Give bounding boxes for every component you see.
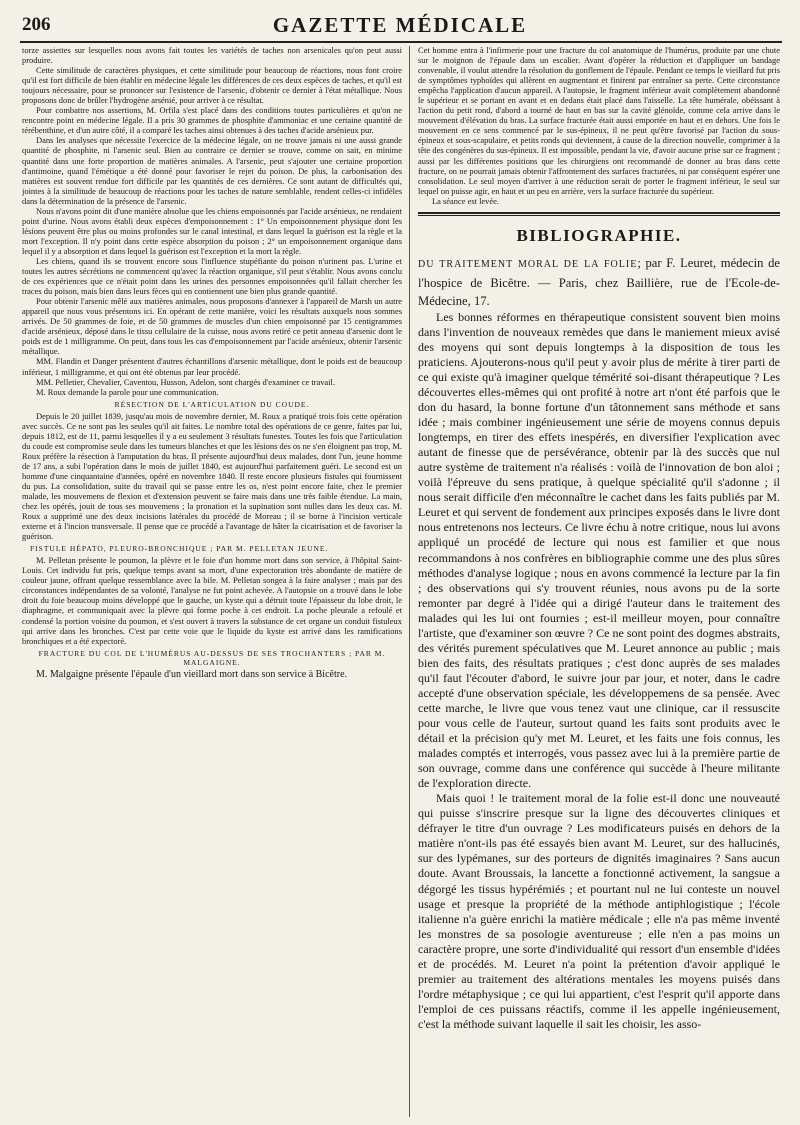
paragraph: La séance est levée.	[432, 195, 499, 206]
paragraph: Mais quoi ! le traitement moral de la folie est-il donc une nouveauté qui puisse s'inscrire presque sur la ligne des découvertes cliniques et défrayer le titre d'un ouvrage ? Les modificateurs puisés en dehors de la matière n'ont-ils pas été essayés bien avant M. Leuret, sur des hallucinés, sur des lypémanes, sur des porteurs de dignités imaginaires ? Sans aucun doute. Avant Broussais, la lancette a fonctionné activement, la sangsue a dégorgé les tissus hypérémiés ; et pourtant nul ne lui conteste un nouvel usage et presque la propriété de la méthode antiphlogistique ; l'école italienne n'a guère enrichi la matière médicale ; elle n'a pas même inventé les monstres de sa posologie aventureuse ; elle n'en a pas moins un caractère propre, une sorte d'individualité qui ressort d'un ensemble d'idées et de procédés. M. Leuret n'a point la prétention d'avoir appliqué le premier au traitement des altérations mentales les moyens puisés dans l'ordre métaphysique ; ce qui lui appartient, c'est l'esprit qu'il apporte dans l'emploi de ces puissans réactifs, comme il les appelle ingénieusement, c'est la méthode suivant laquelle il sait les choisir, les asso-	[418, 791, 780, 1031]
bibliography-heading: BIBLIOGRAPHIE.	[516, 225, 682, 245]
right-column	[418, 45, 780, 1121]
paragraph: Cet homme entra à l'infirmerie pour une fracture du col anatomique de l'humérus, produite par une chute sur le moignon de l'épaule dans un escalier. Avant d'opérer la réduction et d'appliquer un bandage convenable, il voulut attendre la résolution du gonflement de l'épaule. Pendant ce temps le vieillard fut pris de symptômes typhoïdes qui allèrent en augmentant et finirent par entraîner sa perte. Cette circonstance empêcha l'application d'aucun appareil. A l'autopsie, le fragment inférieur avait complètement abandonné le supérieur et se portant en avant et en dedans était placé dans l'aisselle. La tête humérale, obéissant à l'action du petit rond, d'abord a tourné de haut en bas sur la cavité glénoïde, comme cela arrive dans le mouvement d'élévation du bras. La surface fracturée était aussi emportée en haut et en dehors. Une fois le mouvement en ce sens commencé par le sus-épineux, il ne peut qu'être favorisé par l'action du sous-épineux et sous-scapulaire, et petits ronds qui deviennent, à cause de la direction nouvelle, comprimer à la tête des congénères du sus-épineux. Il est impossible, pendant la vie, d'avoir aucune prise sur ce fragment ; aussi par les différentes positions que les chirurgiens ont recommandé de donner au bras dans cette fracture, on ne pourrait jamais obtenir l'affrontement des surfaces fracturées, ni par conséquent espérer une consolidation. Le seul moyen d'arriver à une réduction serait de porter le fragment inférieur, le seul sur lequel on puisse agir, en haut et un peu en arrière, vers la surface fracturée du supérieur.	[418, 45, 780, 196]
bibliography-ref-title: DU TRAITEMENT MORAL DE LA FOLIE	[418, 258, 638, 270]
column-divider	[409, 46, 410, 1117]
paragraph: Dans les analyses que nécessite l'exercice de la médecine légale, on ne trouve jamais ni une aussi grande quantité de phosphite, ni l'arsenic seul. Bien au contraire ce dernier se trouve, comme on sait, en minime quantité dans une forte proportion de matières animales. A l'arsenic, peut s'ajouter une certaine proportion d'antimoine, quand l'émétique a été donné pour favoriser le rejet du poison. De plus, la carbonisation des matières est souvent rendue fort difficile par les quantités de ces dernières. Ce sont autant de difficultés qui, jointes à la similitude de beaucoup de réactions pour les taches de nature semblable, rendent celles-ci infidèles dans la détermination de la présence de l'arsenic.	[22, 135, 402, 206]
paragraph: Pour combattre nos assertions, M. Orfila s'est placé dans des conditions toutes particulières et qu'on ne rencontre point en médecine légale. Il a pris 30 grammes de phosphite d'ammoniac et une certaine quantité de térébenthine, et d'un autre côté, il a comparé les taches ainsi obtenues à des taches d'acide arsénieux pur.	[22, 105, 402, 136]
paragraph: M. Pelletan présente le poumon, la plèvre et le foie d'un homme mort dans son service, à l'hôpital Saint-Louis. Cet individu fut pris, quelque temps avant sa mort, d'une expectoration très abondante de matière de couleur jaune, offrant quelque ressemblance avec la bile. M. Pelletan songea à la faire analyser ; mais par des circonstances indépendantes de sa volonté, l'analyse ne fut point achevée. A l'autopsie on a trouvé dans le lobe droit du foie beaucoup moins développé que le gauche, un kyste qui a détruit toute l'épaisseur du lobe droit, le diaphragme, et communiquait avec la plèvre qui forme poche à cet endroit. La poche pleurale a refoulé et condensé la portion voisine du poumon, et s'est ouvert à travers la substance de cet organe un conduit fistuleux qui arrive dans les bronches. C'est par cette voie que le liquide du kyste est arrivé dans les ramifications bronchiques et a été expectoré.	[22, 555, 402, 646]
paragraph: Les bonnes réformes en thérapeutique consistent souvent bien moins dans l'invention de nouveaux remèdes que dans le maniement mieux avisé des moyens qui sont depuis longtemps à la disposition de tous les praticiens. Ajouterons-nous qu'il peut y avoir plus de mérite à tirer parti de ce qui existe qu'à imaginer quelque témérité soi-disant thérapeutique ? Les découvertes elles-mêmes qui ont profité à notre art n'ont été parfois que le don du hasard, la bonne fortune d'un tâtonnement sans méthode et sans idée ; mais combiner ingénieusement une série de moyens connus depuis longtemps, en tirer des effets inespérés, en diversifier l'explication avec autant de finesse que de persévérance, obtenir par là des succès que nul autre système de traitement n'a réalisés : voilà de l'innovation de bon aloi ; voilà l'épreuve du sens pratique, à quelque spécialité qu'il s'adonne ; il nous serait difficile d'en méconnaître le cachet dans les faits publiés par M. Leuret et qui servent de fondement aux principes exposés dans le livre dont nous entretenons nos lecteurs. Ce livre échu à notre critique, nous lui avons appliqué un procédé de lecture qui nous est familier et que nous recommandons à nos confrères en bibliographie comme une des plus sûres méthodes d'analyse logique ; nous en avons commencé la lecture par la fin ; des observations qui s'y trouvent réunies, nous avons pu de la sorte remonter par degré à l'idée qui a dirigé l'auteur dans le traitement des malades qui les lui ont fournies ; est-il meilleur moyen, pour connaître l'artiste, que d'examiner son œuvre ? Ce ne sont point des dogmes abstraits, des vérités purement spéculatives que M. Leuret annonce au public ; mais bien des faits, des résultats pratiques ; c'est donc auprès de ses malades qu'il faut l'écouter d'abord, le suivre jour par jour, et noter, dans le cadre accepté d'une observation spéciale, les développemens de sa pensée. Avec cette marche, le livre que vous tenez vaut une clinique, car il ressuscite pour vous celle de l'auteur, surtout quand les faits sont produits avec le détail et la précision qu'y met M. Leuret, et les faits une fois connus, les malades comptés et interrogés, vous passez avec lui à la première partie de son ouvrage, comme dans une conférence qui succède à l'heure militante de l'exploration directe.	[418, 309, 780, 791]
section-heading-fracture: FRACTURE DU COL DE L'HUMÉRUS AU-DESSUS DE SES TROCHANTERS ; PAR M. MALGAIGNE.	[38, 648, 386, 667]
section-rule-thin	[418, 215, 780, 216]
header-rule	[20, 41, 782, 43]
paragraph: MM. Pelletier, Chevalier, Caventou, Husson, Adelon, sont chargés d'examiner ce travail.	[36, 376, 335, 387]
paragraph: torze assiettes sur lesquelles nous avons fait toutes les variétés de taches non arsenicales qu'on peut aussi produire.	[22, 45, 402, 66]
page-header	[0, 0, 800, 42]
left-text-block-a	[22, 45, 402, 397]
section-heading-fistule: FISTULE HÉPATO, PLEURO-BRONCHIQUE ; PAR M. PELLETAN JEUNE.	[30, 544, 329, 554]
left-column	[22, 45, 402, 1121]
paragraph: M. Malgaigne présente l'épaule d'un vieillard mort dans son service à Bicêtre.	[36, 668, 348, 680]
paragraph: MM. Flandin et Danger présentent d'autres échantillons d'arsenic métallique, dont le poids est de beaucoup inférieur, 1 milligramme, et qui ont été obtenus par leur procédé.	[22, 356, 402, 377]
section-rule	[418, 212, 780, 214]
paragraph: Depuis le 20 juillet 1839, jusqu'au mois de novembre dernier, M. Roux a pratiqué trois fois cette opération avec succès. Ce ne sont pas les seules qu'il ait faites. Le nombre total des opérations de ce genre, faites par lui, depuis 1812, est de 11, parmi lesquelles il y a eu seulement 3 résultats funestes. Toutes les fois que l'articulation du coude est compromise seule dans les tumeurs blanches et que les lésions des os ne s'en éloignent pas trop, M. Roux préfère la résection à l'amputation du bras. Il présente aujourd'hui deux malades, dont l'un, jeune homme de 17 ans, a subi l'opération dans le mois de juillet 1840, est aujourd'hui parfaitement guéri. Le second est un homme d'une cinquantaine d'années, opéré en novembre 1840. Il reste encore plusieurs fistules qui fournissent du pus. La consolidation, suite du travail qui se passe entre les os, n'est point encore faite, chez le premier malade, les mouvemens de flexion et d'extension peuvent se faire mais dans une très faible étendue. La main, chez les opérés, jouit de tous ses mouvemens ; la pronation et la supination sont nulles dans les deux cas. M. Roux a supprimé une des deux incisions latérales du procédé de Moreau ; il se borne à l'incision verticale externe et à l'incion transversale. Il pense que ce procédé a l'avantage de hâter la cicatrisation et de favoriser la guérison.	[22, 410, 402, 542]
paragraph: Pour obtenir l'arsenic mêlé aux matières animales, nous proposons d'annexer à l'appareil de Marsh un autre appareil que nous vous présentons ici. En opérant de cette manière, voici les résultats auxquels nous sommes arrivés. De 50 grammes de foie, et de 50 grammes de muscles d'un chien empoisonné par 15 centigrammes d'acide arsénieux, déposé dans le tissu cellulaire de la cuisse, nous avons retiré ce petit anneau d'arsenic dont le poids est de 1 milligramme. On peut, dans tous les cas d'empoisonnement par l'acide arsénieux, obtenir l'arsenic métallique.	[22, 296, 402, 357]
paragraph: M. Roux demande la parole pour une communication.	[36, 386, 219, 397]
bibliography-reference	[418, 254, 780, 310]
bibliography-ref-details: ; par F. Leuret, médecin de l'hospice de Bicêtre. — Paris, chez Baillière, rue de l'Ecole-de-Médecine, 17.	[418, 255, 780, 308]
page-number: 206	[22, 14, 51, 35]
paragraph: Nous n'avons point dit d'une manière absolue que les chiens empoisonnés par l'acide arsénieux, ne rendaient point d'urine. Nous avons établi deux espèces d'empoisonnement : 1° Un empoisonnement physique dont les lésions peuvent être plus ou moins profondes sur le canal intestinal, et dans lequel la guérison est la règle et la mort l'exception. Il n'y point dans cette espèce absorption du poison ; 2° un empoisonnement organique dans lequel il y a absorption et dans lequel la guérison est l'exception et la mort la règle.	[22, 205, 402, 256]
section-heading-resection: RÉSECTION DE L'ARTICULATION DU COUDE.	[114, 399, 310, 409]
paragraph: Les chiens, quand ils se trouvent encore sous l'influence stupéfiante du poison n'urinent pas. L'urine et toutes les autres sécrétions ne commencent qu'avec la réaction organique, s'il peut s'établir. Nous avons conclu de ces expériences que ce n'était point dans les urines des personnes empoisonnées qu'il fallait chercher les traces du poison, mais bien dans leurs fèces qui en contiennent une bien plus grande quantité.	[22, 255, 402, 297]
paragraph: Cette similitude de caractères physiques, et cette similitude pour beaucoup de réactions, nous font croire qu'il est fort difficile de bien établir en médecine légale les différences de ces deux espèces de taches, et qu'il est toujours nécessaire, pour se prononcer sur l'existence de l'arsenic, d'obtenir ce dernier à l'état métallique. Nous proposons donc de brûler l'hydrogène arsénié, pour arriver à ce résultat.	[22, 65, 402, 106]
journal-title: GAZETTE MÉDICALE	[272, 13, 528, 37]
